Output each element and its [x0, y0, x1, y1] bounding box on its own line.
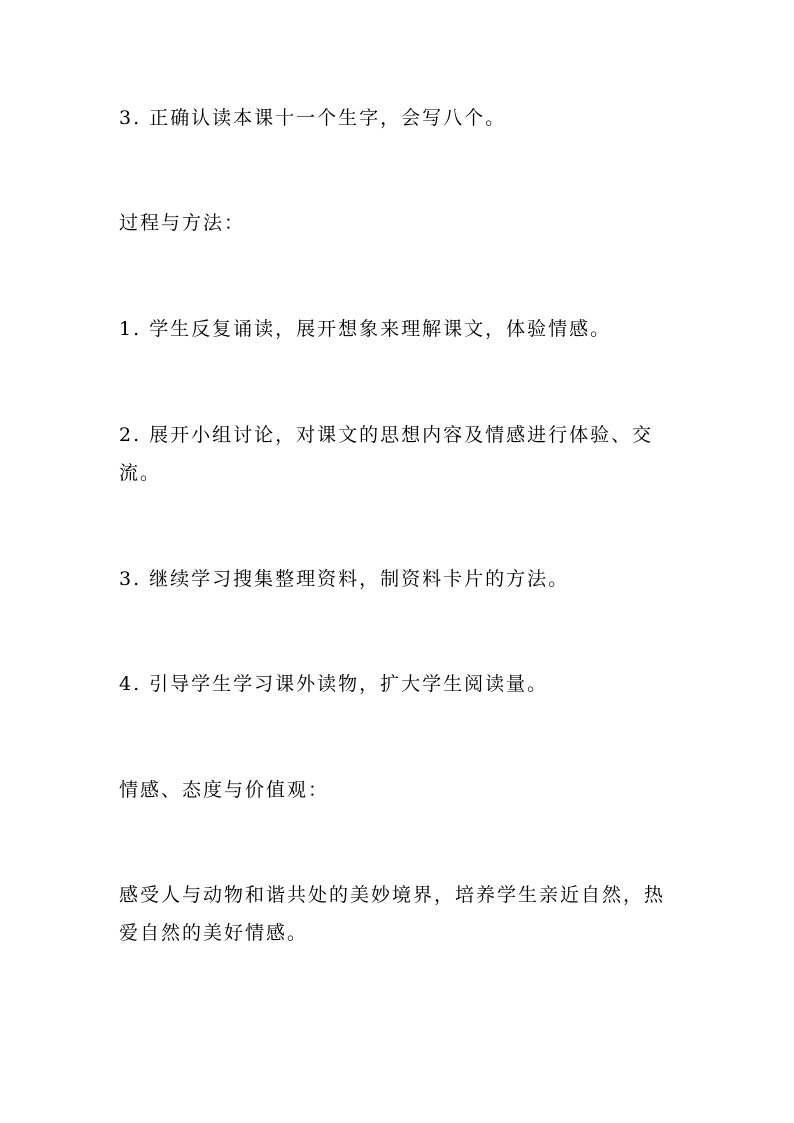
method-item-3: 3. 继续学习搜集整理资料，制资料卡片的方法。 — [119, 568, 570, 590]
section-heading-attitude-values: 情感、态度与价值观： — [119, 779, 330, 801]
method-item-4: 4. 引导学生学习课外读物，扩大学生阅读量。 — [119, 673, 549, 695]
method-item-1: 1. 学生反复诵读，展开想象来理解课文，体验情感。 — [119, 318, 612, 340]
values-paragraph-line-1: 感受人与动物和谐共处的美妙境界，培养学生亲近自然，热 — [119, 884, 666, 906]
objective-item-3: 3. 正确认读本课十一个生字，会写八个。 — [119, 107, 507, 129]
method-item-2-line-1: 2. 展开小组讨论，对课文的思想内容及情感进行体验、交 — [119, 424, 654, 446]
values-paragraph-line-2: 爱自然的美好情感。 — [119, 922, 309, 944]
method-item-2-line-2: 流。 — [119, 462, 162, 484]
section-heading-process-methods: 过程与方法： — [119, 212, 246, 234]
